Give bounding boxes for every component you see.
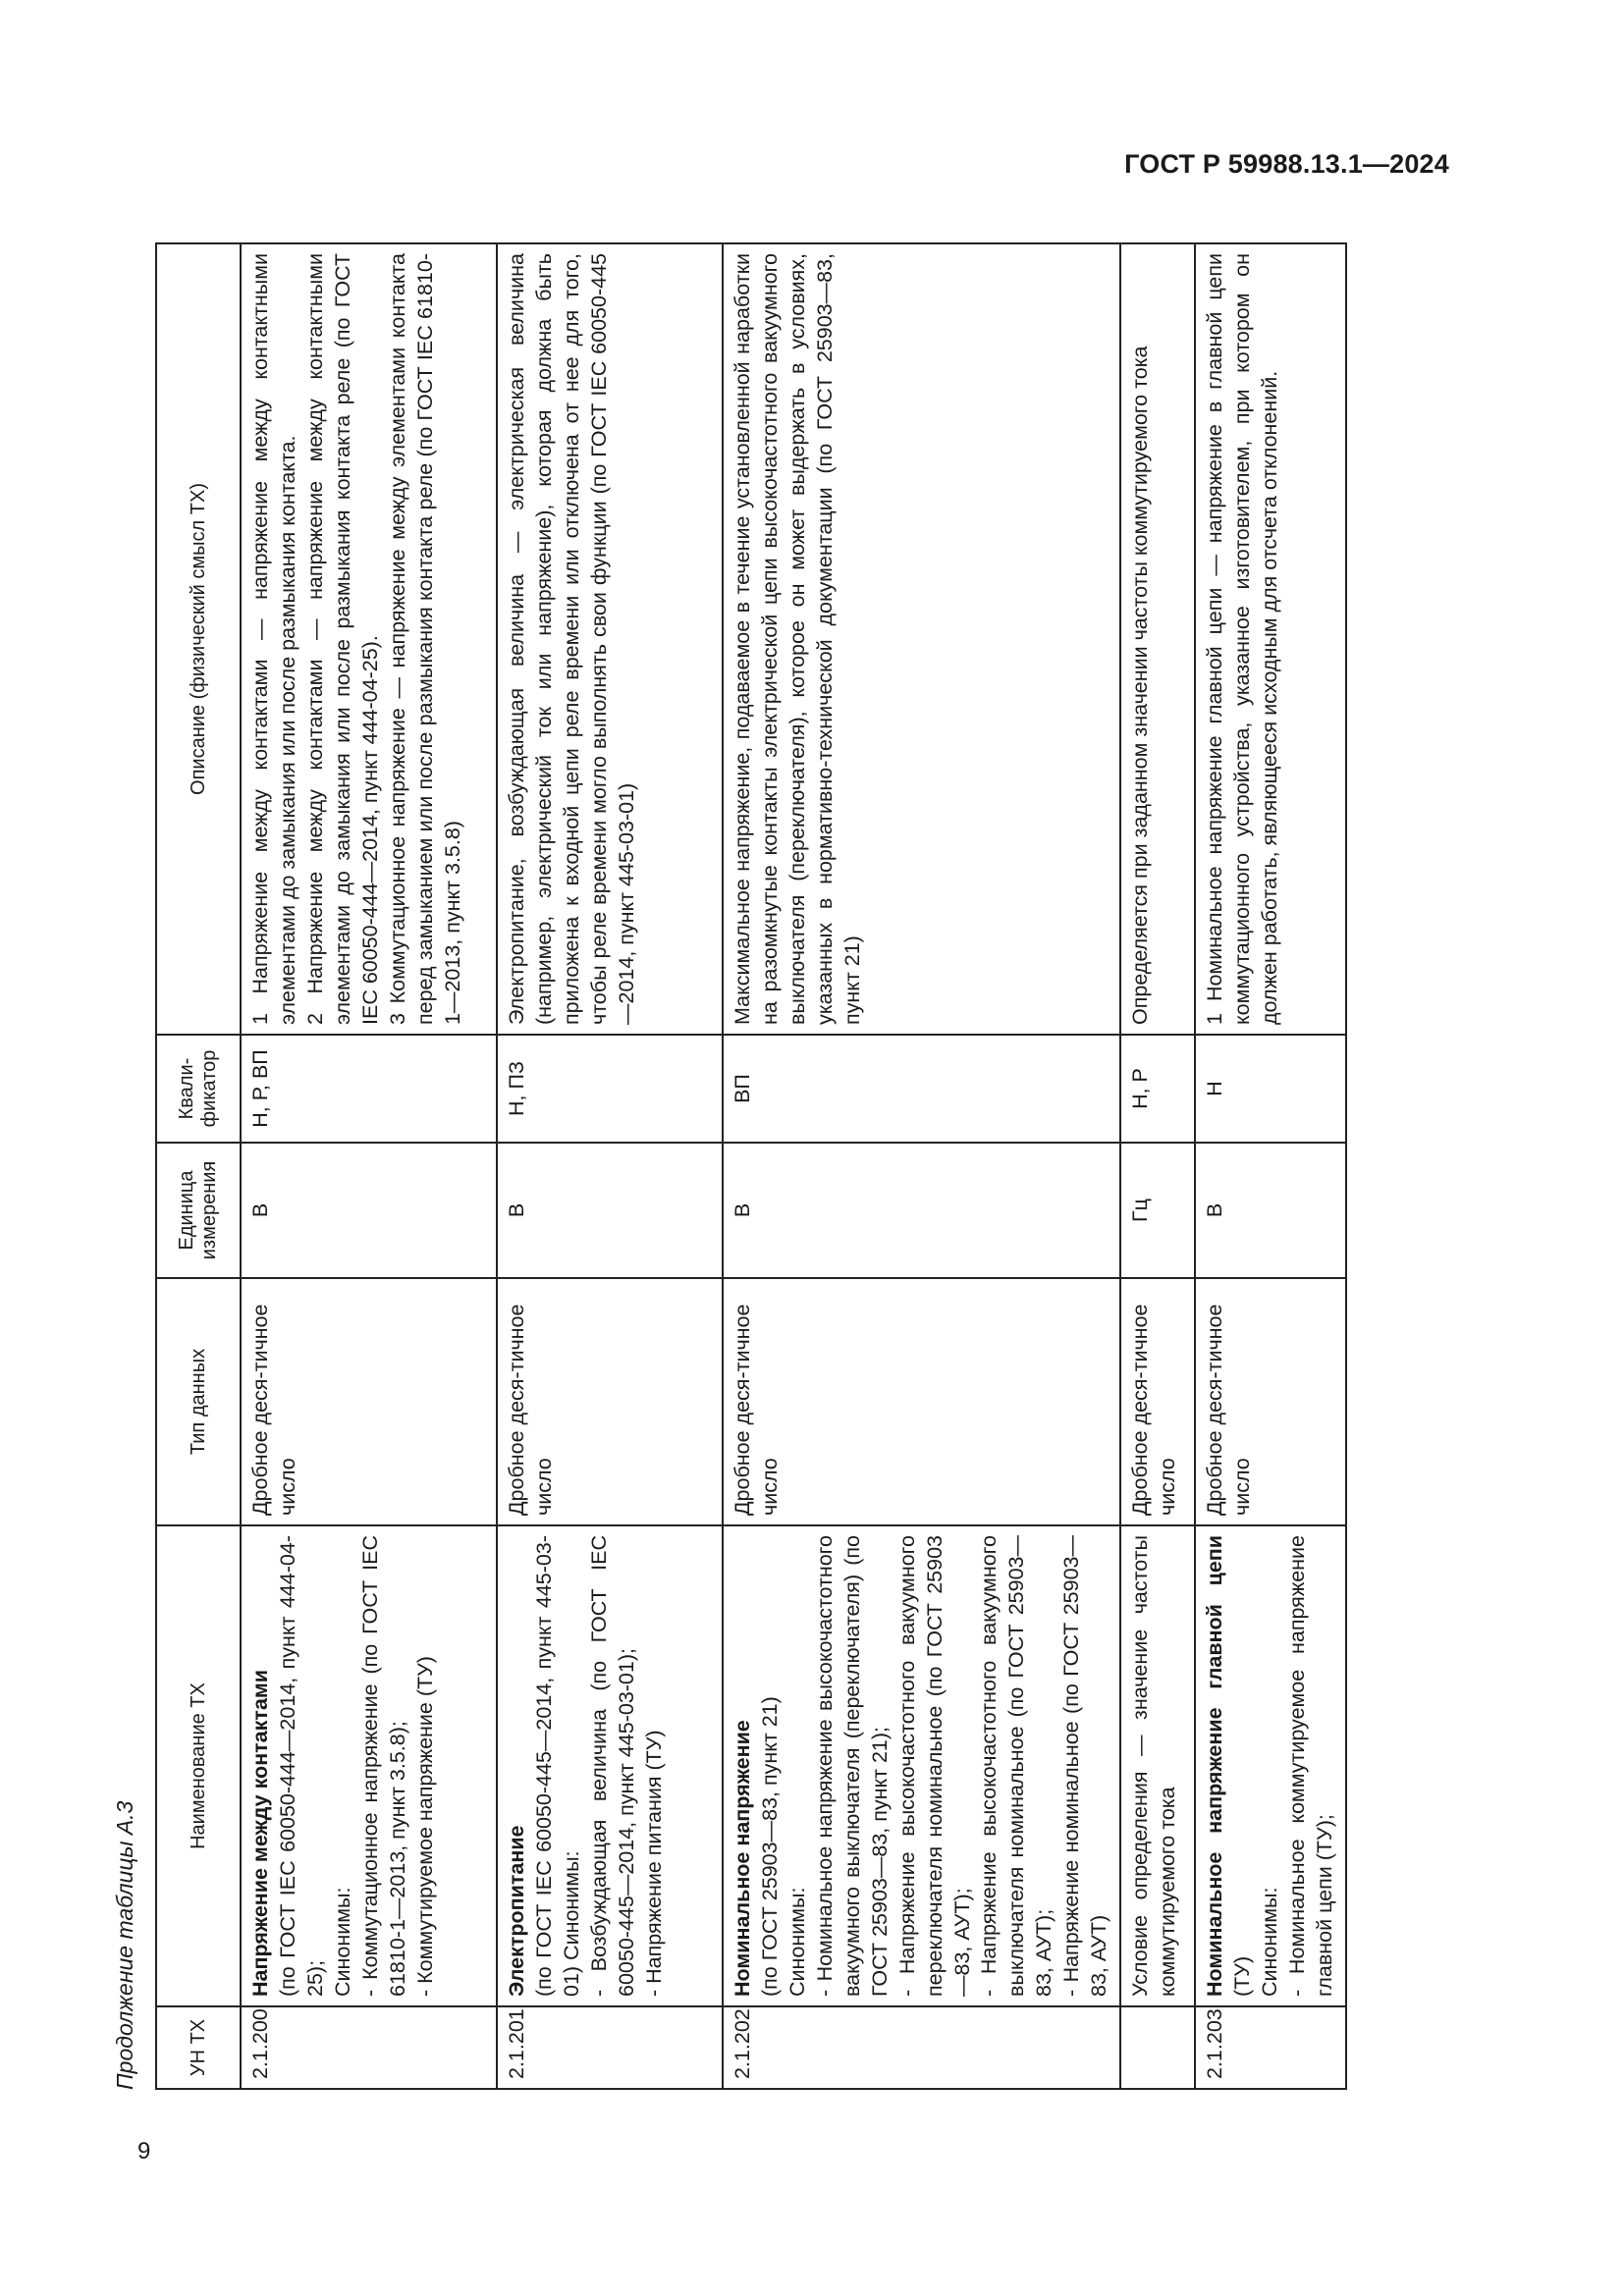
- name-line: Синонимы:: [785, 1887, 809, 1997]
- cell-name: [723, 1525, 1120, 2006]
- cell-description: Определяется при заданном значении частоты коммутируемого тока: [1120, 243, 1195, 1035]
- col-header-code: УН ТХ: [156, 2006, 241, 2089]
- cell-description: Максимальное напряжение, подаваемое в течение установленной наработки на разомкнутые контакты электрической цепи высокочастотного вакуумного выключателя (переключателя), которое он может выдержать в условиях, указанных в нормативно-технической документации (по ГОСТ 25903—83, пункт 21): [723, 243, 1120, 1035]
- name-line: - Возбуждающая величина (по ГОСТ IEC 60050-445—2014, пункт 445-03-01);: [586, 1535, 638, 1997]
- name-line: - Напряжение высокочастотного вакуумного выключателя номинальное (по ГОСТ 25903—83, АУТ);: [977, 1535, 1056, 1997]
- name-line: (по ГОСТ IEC 60050-445—2014, пункт 445-03-01) Синонимы:: [531, 1535, 583, 1997]
- cell-unit: В: [1195, 1143, 1346, 1278]
- cell-unit: В: [723, 1143, 1120, 1278]
- col-header-type: Тип данных: [156, 1278, 241, 1525]
- table-row: [723, 243, 1120, 2089]
- cell-name: Условие определения — значение частоты коммутируемого тока: [1120, 1525, 1195, 2006]
- name-title: Электропитание: [505, 1825, 528, 1997]
- cell-description: Электропитание, возбуждающая величина — электрическая величина (например, электрический ток или напряжение), которая должна быть приложена к входной цепи реле времени или отключена от нее для того, чтобы реле времени могло выполнять свои функции (по ГОСТ IEC 60050-445—2014, пункт 445-03-01): [497, 243, 723, 1035]
- cell-type: Дробное деся-тичное число: [723, 1278, 1120, 1525]
- col-header-unit: Единица измерения: [156, 1143, 241, 1278]
- table-header-row: [156, 243, 241, 2089]
- cell-qualifier: Н, Р: [1120, 1035, 1195, 1143]
- cell-qualifier: Н, Р, ВП: [241, 1035, 497, 1143]
- rotated-table-page: [108, 244, 1404, 2090]
- cell-code: 2.1.201: [497, 2006, 723, 2089]
- desc-line: 1 Напряжение между контактами — напряжение между контактными элементами до замыкания или после размыкания контакта.: [248, 253, 299, 1025]
- name-suffix: (ТУ): [1230, 1955, 1255, 1997]
- cell-type: Дробное деся-тичное число: [1195, 1278, 1346, 1525]
- name-line: - Номинальное напряжение высокочастотного вакуумного выключателя (переключателя) (по ГОСТ 25903—83, пункт 21);: [812, 1535, 892, 1997]
- name-line: - Коммутируемое напряжение (ТУ): [412, 1656, 437, 1997]
- table-row: [497, 243, 723, 2089]
- cell-type: Дробное деся-тичное число: [1120, 1278, 1195, 1525]
- col-header-description: Описание (физический смысл ТХ): [156, 243, 241, 1035]
- page-number: 9: [137, 2138, 151, 2164]
- desc-line: 2 Напряжение между контактами — напряжение между контактными элементами до замыкания или после размыкания контакта реле (по ГОСТ IEC 60050-444—2014, пункт 444-04-25).: [302, 253, 382, 1025]
- cell-qualifier: Н: [1195, 1035, 1346, 1143]
- cell-code: 2.1.202: [723, 2006, 1120, 2089]
- table-caption: Продолжение таблицы А.3: [112, 1800, 137, 2090]
- cell-qualifier: Н, ПЗ: [497, 1035, 723, 1143]
- table-row: [241, 243, 497, 2089]
- document-code: ГОСТ Р 59988.13.1—2024: [1124, 149, 1449, 179]
- cell-qualifier: ВП: [723, 1035, 1120, 1143]
- cell-code: 2.1.203: [1195, 2006, 1346, 2089]
- name-line: Синонимы:: [1258, 1887, 1281, 1997]
- characteristics-table: [155, 242, 1347, 2090]
- name-line: (по ГОСТ 25903—83, пункт 21): [757, 1696, 782, 1997]
- cell-unit: В: [497, 1143, 723, 1278]
- name-line: - Напряжение высокочастотного вакуумного переключателя номинальное (по ГОСТ 25903—83, АУТ);: [894, 1535, 974, 1997]
- cell-description: [241, 243, 497, 1035]
- name-line: Синонимы:: [330, 1887, 354, 1997]
- name-title: Напряжение между контактами: [248, 1669, 272, 1997]
- cell-description: 1 Номинальное напряжение главной цепи — напряжение в главной цепи коммутационного устройства, указанное изготовителем, при котором он должен работать, являющееся исходным для отсчета отклонений.: [1195, 243, 1346, 1035]
- cell-name: [1195, 1525, 1346, 2006]
- table-row: [1195, 243, 1346, 2089]
- desc-line: 3 Коммутационное напряжение — напряжение между элементами контакта перед замыканием или после размыкания контакта реле (по ГОСТ IEC 61810-1—2013, пункт 3.5.8): [385, 253, 464, 1025]
- cell-code: [1120, 2006, 1195, 2089]
- name-title: Номинальное напряжение: [731, 1720, 754, 1997]
- cell-type: Дробное деся-тичное число: [241, 1278, 497, 1525]
- cell-name: [497, 1525, 723, 2006]
- cell-code: 2.1.200: [241, 2006, 497, 2089]
- name-line: - Напряжение питания (ТУ): [641, 1730, 666, 1997]
- col-header-name: Наименование ТХ: [156, 1525, 241, 2006]
- name-line: - Номинальное коммутируемое напряжение главной цепи (ТУ);: [1284, 1535, 1336, 1997]
- name-line: (по ГОСТ IEC 60050-444—2014, пункт 444-04-25);: [275, 1535, 327, 1997]
- cell-unit: В: [241, 1143, 497, 1278]
- name-line: - Коммутационное напряжение (по ГОСТ IEC 61810-1—2013, пункт 3.5.8);: [357, 1535, 409, 1997]
- name-title: Номинальное напряжение главной цепи: [1203, 1535, 1227, 1997]
- name-line: - Напряжение номинальное (по ГОСТ 25903—83, АУТ): [1059, 1535, 1111, 1997]
- cell-name: [241, 1525, 497, 2006]
- cell-type: Дробное деся-тичное число: [497, 1278, 723, 1525]
- col-header-qualifier: Квали-фикатор: [156, 1035, 241, 1143]
- table-row: [1120, 243, 1195, 2089]
- cell-unit: Гц: [1120, 1143, 1195, 1278]
